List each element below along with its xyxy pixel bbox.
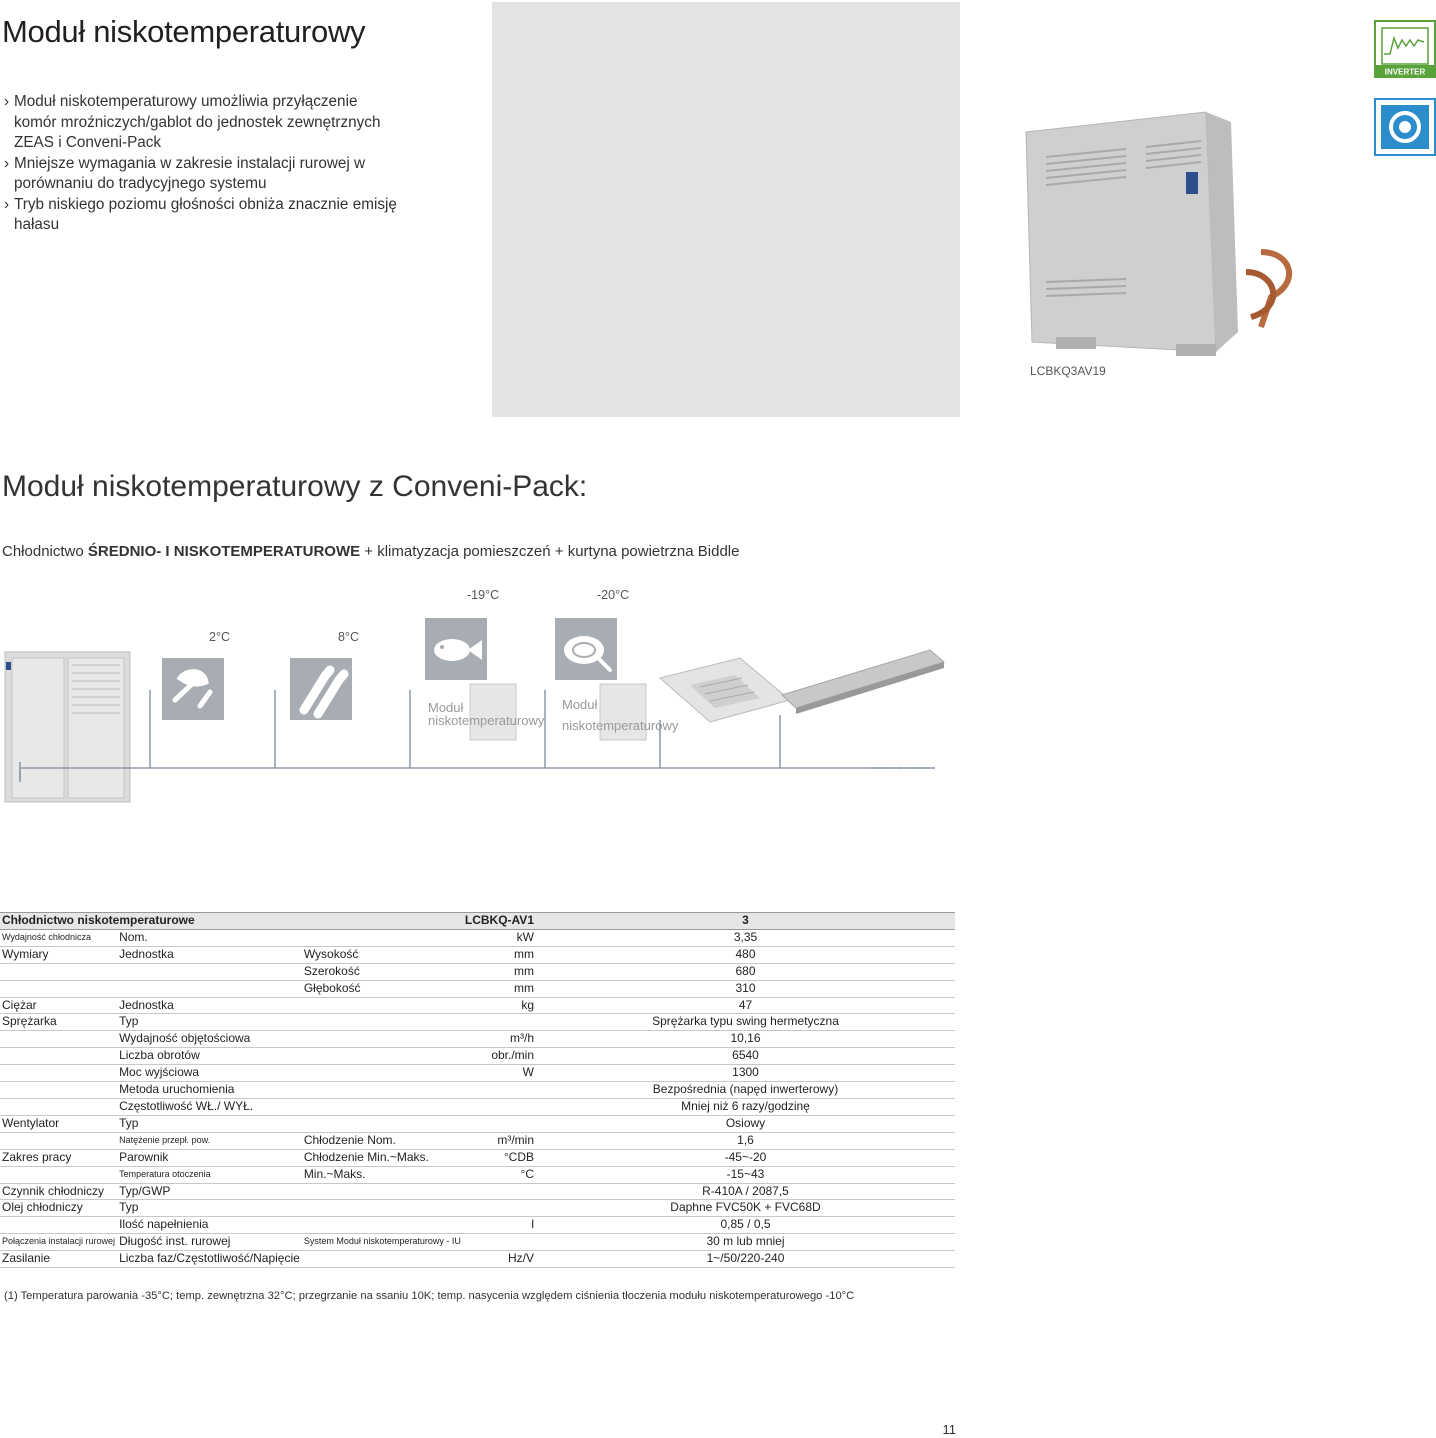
spec-value: 47 [536, 997, 955, 1014]
low-temp-module-label-1b: niskotemperaturowy [428, 713, 545, 728]
spec-row [0, 1251, 955, 1268]
spec-param: Typ [117, 1014, 302, 1031]
spec-param: Typ [117, 1115, 302, 1132]
spec-subparam [302, 1098, 463, 1115]
bottles-icon [290, 658, 352, 720]
product-photo [492, 2, 1426, 417]
spec-group [0, 1217, 117, 1234]
spec-unit: W [463, 1065, 536, 1082]
spec-param [117, 980, 302, 997]
spec-group [0, 1132, 117, 1149]
low-temp-module-label-2a: Moduł [562, 697, 598, 712]
spec-param: Metoda uruchomienia [117, 1082, 302, 1099]
spec-group [0, 963, 117, 980]
spec-unit: kg [463, 997, 536, 1014]
spec-value: 3,35 [536, 929, 955, 946]
spec-value: 1~/50/220-240 [536, 1251, 955, 1268]
page-title: Moduł niskotemperaturowy [2, 14, 366, 49]
spec-row [0, 1149, 955, 1166]
spec-param: Typ [117, 1200, 302, 1217]
spec-row [0, 1183, 955, 1200]
condensing-unit-image [1016, 112, 1316, 362]
feature-item: › Moduł niskotemperaturowy umożliwia przyłączenie komór mroźniczych/gablot do jednostek zewnętrznych ZEAS i Conveni-Pack [4, 92, 404, 154]
spec-unit: °C [463, 1166, 536, 1183]
system-diagram [0, 640, 960, 910]
spec-group: Ciężar [0, 997, 117, 1014]
spec-header-label: Chłodnictwo niskotemperaturowe [0, 913, 463, 930]
spec-param: Ilość napełnienia [117, 1217, 302, 1234]
spec-row [0, 1234, 955, 1251]
inverter-icon [1374, 20, 1436, 78]
spec-unit: l [463, 1217, 536, 1234]
feature-item: › Tryb niskiego poziomu głośności obniża znacznie emisję hałasu [4, 195, 404, 236]
spec-unit [463, 1234, 536, 1251]
spec-unit [463, 1183, 536, 1200]
fish-icon [425, 618, 487, 680]
spec-header-row [0, 913, 955, 930]
spec-group: Sprężarka [0, 1014, 117, 1031]
temp-label-fish: -19°C [467, 588, 500, 602]
spec-group [0, 1082, 117, 1099]
spec-unit [463, 1082, 536, 1099]
ceiling-cassette-unit [660, 658, 790, 722]
spec-subparam [302, 1217, 463, 1234]
spec-row [0, 1082, 955, 1099]
feature-item: › Mniejsze wymagania w zakresie instalacji rurowej w porównaniu do tradycyjnego systemu [4, 154, 404, 195]
spec-value: Mniej niż 6 razy/godzinę [536, 1098, 955, 1115]
spec-subparam [302, 1065, 463, 1082]
spec-value: Bezpośrednia (napęd inwerterowy) [536, 1082, 955, 1099]
spec-subparam [302, 929, 463, 946]
spec-unit [463, 1014, 536, 1031]
spec-group [0, 1048, 117, 1065]
spec-value: 0,85 / 0,5 [536, 1217, 955, 1234]
spec-row [0, 1166, 955, 1183]
spec-unit: m³/min [463, 1132, 536, 1149]
spec-unit [463, 1115, 536, 1132]
temp-label-bottles: 8°C [338, 630, 359, 644]
spec-unit: obr./min [463, 1048, 536, 1065]
spec-param: Wydajność objętościowa [117, 1031, 302, 1048]
spec-row [0, 1217, 955, 1234]
spec-param: Jednostka [117, 997, 302, 1014]
feature-list [4, 92, 404, 236]
spec-value: 6540 [536, 1048, 955, 1065]
air-curtain-unit [782, 650, 944, 714]
desc-bold: ŚREDNIO- I NISKOTEMPERATUROWE [87, 543, 361, 560]
spec-value: 480 [536, 946, 955, 963]
spec-subparam [302, 1082, 463, 1099]
spec-value: -45~-20 [536, 1149, 955, 1166]
spec-subparam [302, 1200, 463, 1217]
spec-unit: mm [463, 980, 536, 997]
spec-group: Wentylator [0, 1115, 117, 1132]
spec-param: Temperatura otoczenia [117, 1166, 302, 1183]
spec-subparam [302, 1115, 463, 1132]
spec-param [117, 963, 302, 980]
page-number: 11 [942, 1422, 956, 1437]
fan-icon [1374, 98, 1436, 156]
spec-group: Wymiary [0, 946, 117, 963]
spec-unit: mm [463, 963, 536, 980]
spec-value: Osiowy [536, 1115, 955, 1132]
spec-value: 1300 [536, 1065, 955, 1082]
spec-group: Połączenia instalacji rurowej [0, 1234, 117, 1251]
spec-value: Daphne FVC50K + FVC68D [536, 1200, 955, 1217]
spec-subparam [302, 1031, 463, 1048]
spec-value: 1,6 [536, 1132, 955, 1149]
desc-prefix: Chłodnictwo [2, 543, 88, 560]
spec-subparam [302, 1183, 463, 1200]
low-temp-module-label-2b: niskotemperaturowy [562, 718, 679, 733]
spec-group [0, 1031, 117, 1048]
spec-param: Typ/GWP [117, 1183, 302, 1200]
spec-row [0, 929, 955, 946]
section-title: Moduł niskotemperaturowy z Conveni-Pack: [2, 470, 588, 503]
spec-subparam [302, 1048, 463, 1065]
spec-row [0, 946, 955, 963]
spec-subparam [302, 997, 463, 1014]
spec-header-value: 3 [536, 913, 955, 930]
spec-param: Liczba obrotów [117, 1048, 302, 1065]
spec-table [0, 912, 955, 1268]
spec-row [0, 1031, 955, 1048]
spec-unit: mm [463, 946, 536, 963]
spec-row [0, 1098, 955, 1115]
spec-unit [463, 1200, 536, 1217]
spec-row [0, 1014, 955, 1031]
vegetables-icon [162, 658, 224, 720]
spec-subparam: Min.~Maks. [302, 1166, 463, 1183]
spec-value: 30 m lub mniej [536, 1234, 955, 1251]
spec-unit: m³/h [463, 1031, 536, 1048]
spec-group: Czynnik chłodniczy [0, 1183, 117, 1200]
spec-row [0, 1065, 955, 1082]
low-temp-module-label-1a: Moduł [428, 700, 464, 715]
spec-row [0, 980, 955, 997]
spec-unit [463, 1098, 536, 1115]
spec-param: Liczba faz/Częstotliwość/Napięcie [117, 1251, 302, 1268]
spec-group: Zakres pracy [0, 1149, 117, 1166]
desc-suffix: + klimatyzacja pomieszczeń + kurtyna powietrzna Biddle [360, 543, 740, 560]
spec-subparam: Szerokość [302, 963, 463, 980]
spec-group [0, 1065, 117, 1082]
spec-param: Długość inst. rurowej [117, 1234, 302, 1251]
spec-param: Parownik [117, 1149, 302, 1166]
spec-param: Jednostka [117, 946, 302, 963]
footnote: (1) Temperatura parowania -35°C; temp. zewnętrzna 32°C; przegrzanie na ssaniu 10K; temp. nasycenia względem ciśnienia tłoczenia modułu niskotemperaturowego -10°C [4, 1290, 855, 1302]
low-temp-module-1 [470, 684, 516, 740]
spec-value: 10,16 [536, 1031, 955, 1048]
spec-row [0, 1132, 955, 1149]
spec-param: Natężenie przepł. pow. [117, 1132, 302, 1149]
spec-group [0, 980, 117, 997]
spec-group: Zasilanie [0, 1251, 117, 1268]
spec-param: Moc wyjściowa [117, 1065, 302, 1082]
spec-subparam: Chłodzenie Min.~Maks. [302, 1149, 463, 1166]
spec-value: -15~43 [536, 1166, 955, 1183]
spec-group [0, 1098, 117, 1115]
temp-label-meat: -20°C [597, 588, 630, 602]
spec-row [0, 963, 955, 980]
spec-group: Wydajność chłodnicza [0, 929, 117, 946]
spec-row [0, 1200, 955, 1217]
spec-value: 680 [536, 963, 955, 980]
spec-row [0, 1048, 955, 1065]
spec-row [0, 997, 955, 1014]
spec-row [0, 1115, 955, 1132]
spec-value: R-410A / 2087,5 [536, 1183, 955, 1200]
spec-param: Częstotliwość WŁ./ WYŁ. [117, 1098, 302, 1115]
model-caption: LCBKQ3AV19 [1030, 364, 1106, 378]
spec-group [0, 1166, 117, 1183]
spec-subparam: System Moduł niskotemperaturowy - IU [302, 1234, 463, 1251]
spec-value: Sprężarka typu swing hermetyczna [536, 1014, 955, 1031]
spec-subparam [302, 1251, 463, 1268]
spec-unit: °CDB [463, 1149, 536, 1166]
spec-unit: Hz/V [463, 1251, 536, 1268]
spec-param: Nom. [117, 929, 302, 946]
temp-label-veg: 2°C [209, 630, 230, 644]
inverter-label: INVERTER [1384, 67, 1426, 77]
spec-subparam: Głębokość [302, 980, 463, 997]
spec-value: 310 [536, 980, 955, 997]
spec-subparam: Wysokość [302, 946, 463, 963]
spec-subparam [302, 1014, 463, 1031]
spec-subparam: Chłodzenie Nom. [302, 1132, 463, 1149]
spec-group: Olej chłodniczy [0, 1200, 117, 1217]
spec-unit: kW [463, 929, 536, 946]
system-description [2, 543, 739, 560]
spec-header-model: LCBKQ-AV1 [463, 913, 536, 930]
meat-icon [555, 618, 617, 680]
